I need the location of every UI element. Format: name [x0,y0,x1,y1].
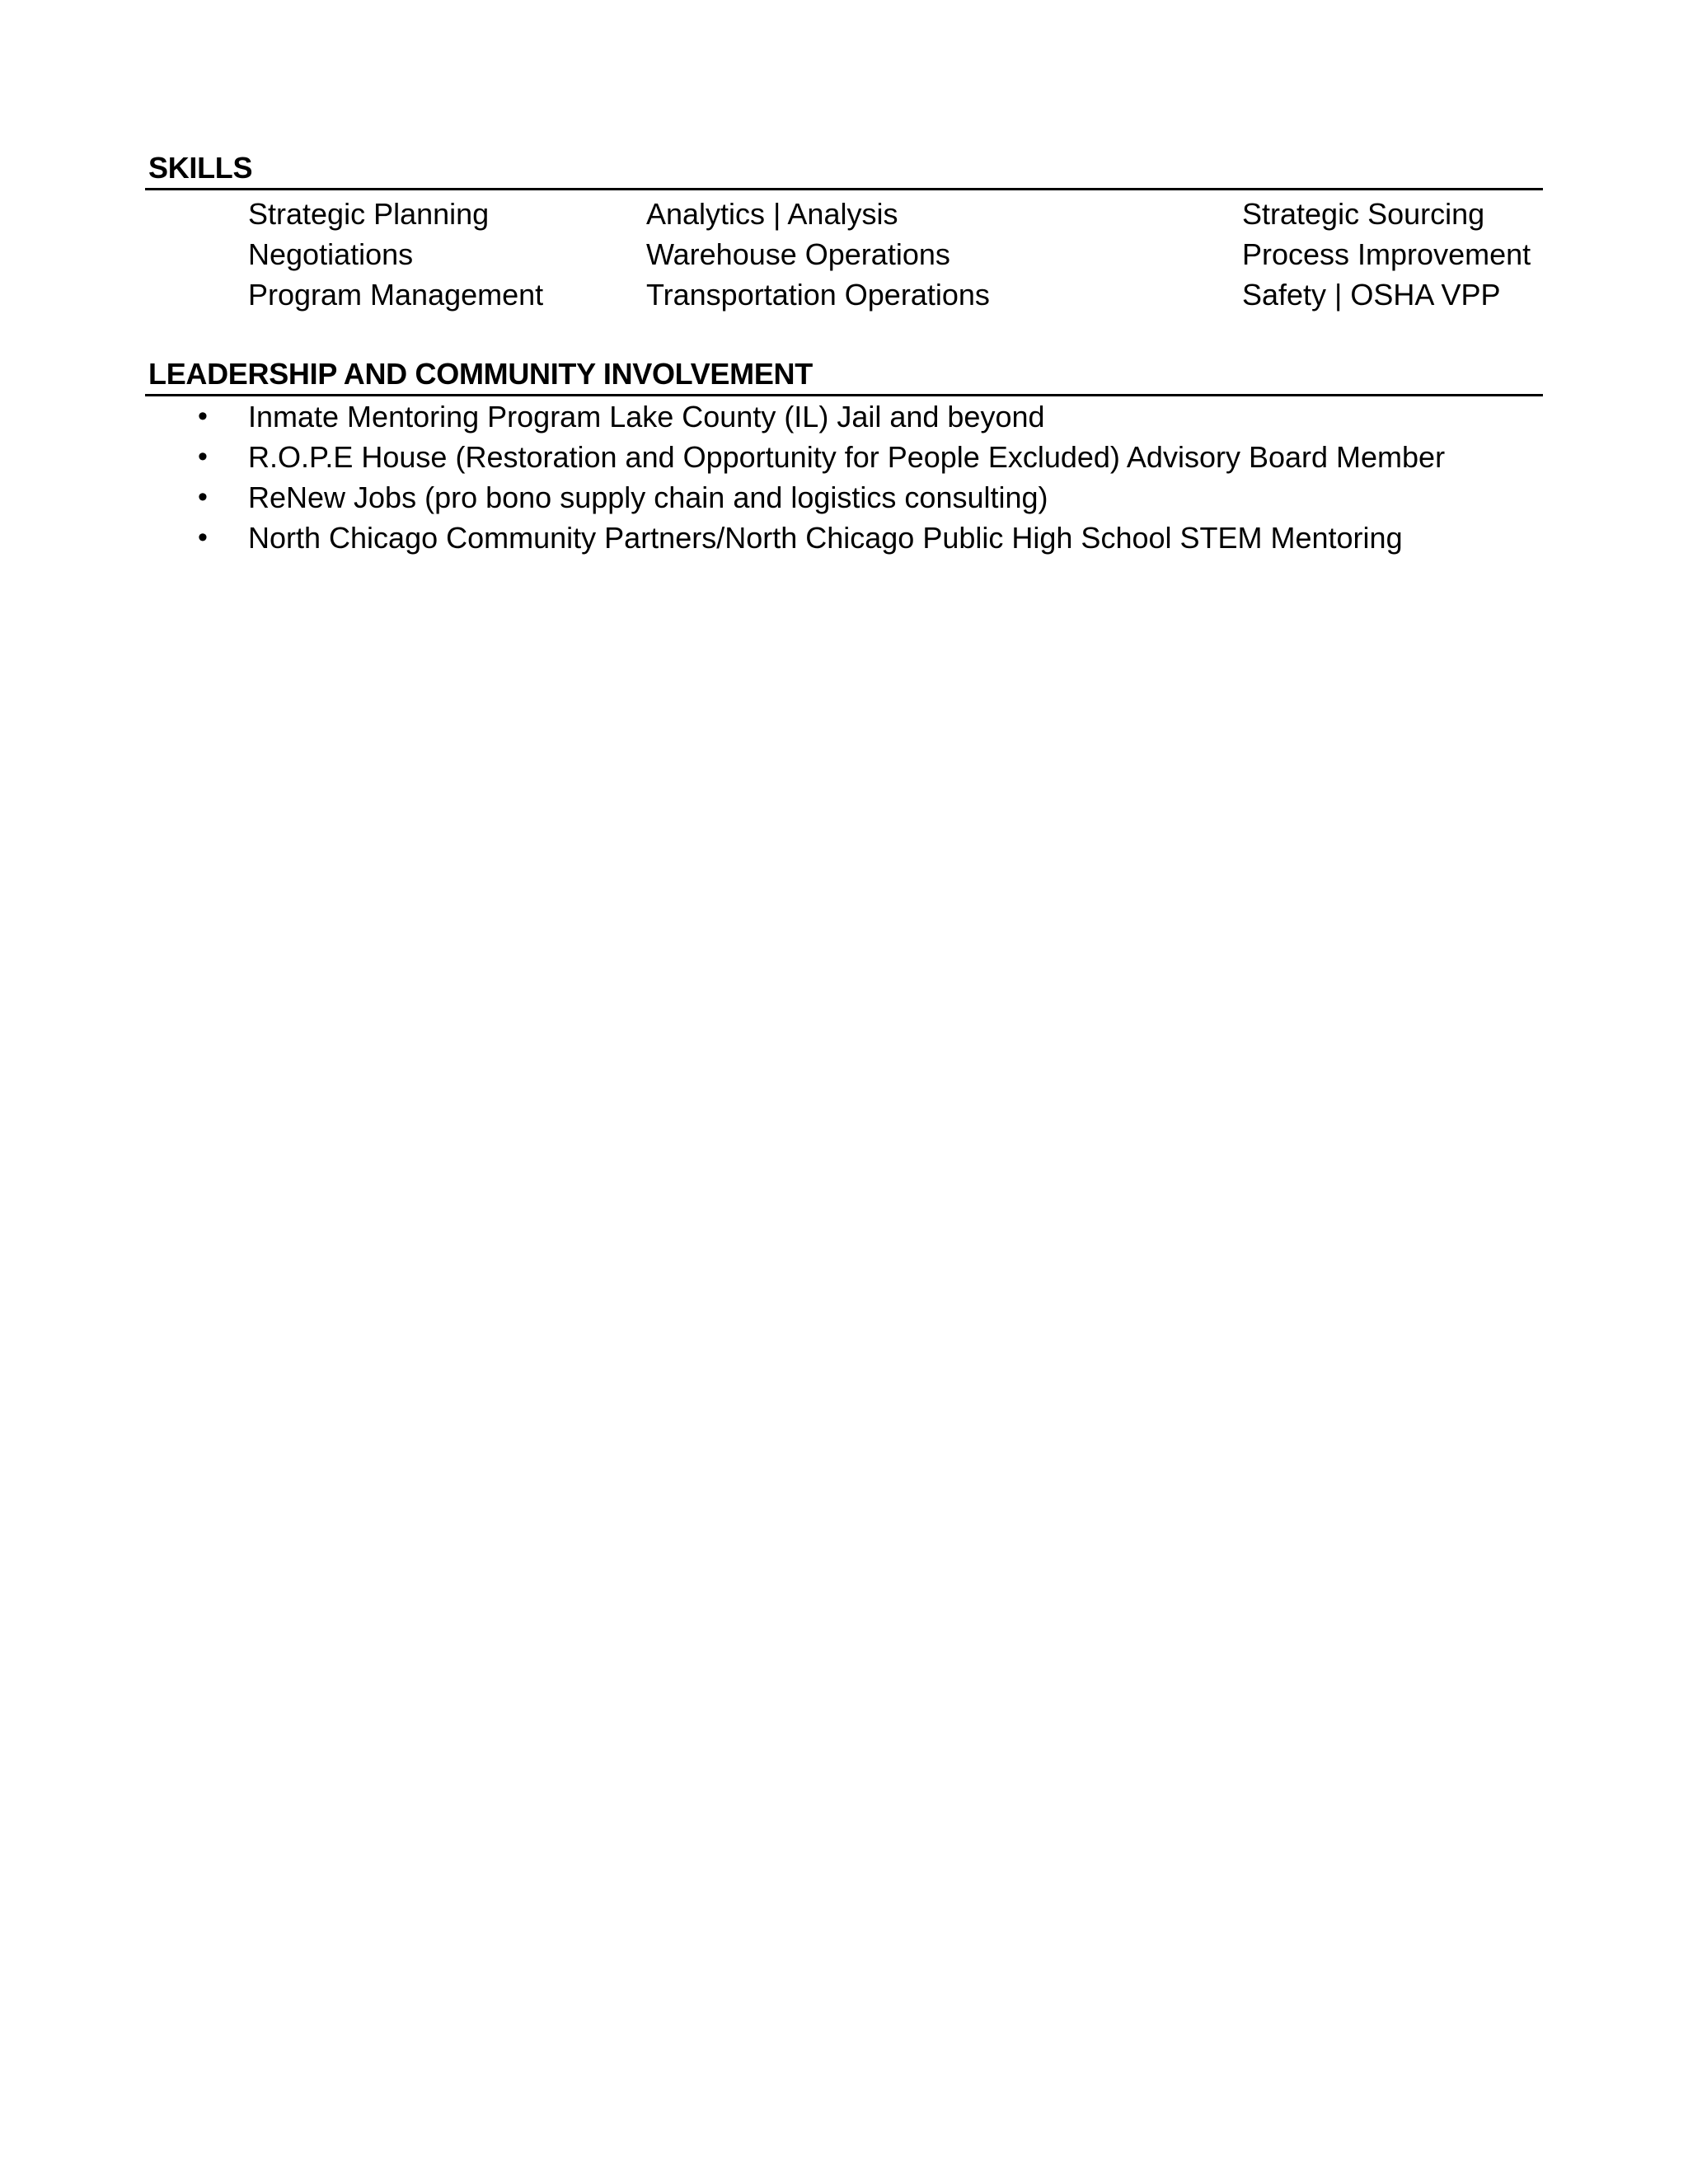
list-item [145,396,1543,437]
skill-item: Analytics | Analysis [646,197,898,231]
list-item-text: ReNew Jobs (pro bono supply chain and logistics consulting) [248,480,1048,514]
bullet-icon: • [198,481,208,513]
skills-column-1 [248,194,543,315]
skills-heading: SKILLS [148,151,253,185]
skills-section [145,152,1543,314]
skill-item: Strategic Planning [248,197,490,231]
list-item-text: North Chicago Community Partners/North Chicago Public High School STEM Mentoring [248,521,1403,555]
skills-column-2 [646,194,990,315]
list-item [145,437,1543,477]
list-item-text: Inmate Mentoring Program Lake County (IL) Jail and beyond [248,400,1045,434]
skill-item: Transportation Operations [646,278,990,312]
skill-item: Program Management [248,278,544,312]
skill-item: Safety | OSHA VPP [1242,278,1501,312]
skill-item: Warehouse Operations [646,237,950,271]
leadership-heading: LEADERSHIP AND COMMUNITY INVOLVEMENT [148,357,813,391]
bullet-icon: • [198,401,208,432]
list-item [145,518,1543,558]
skill-item: Negotiations [248,237,414,271]
bullet-icon: • [198,441,208,472]
leadership-list [145,396,1543,558]
skills-grid [145,190,1543,314]
bullet-icon: • [198,522,208,553]
skill-item: Strategic Sourcing [1242,197,1485,231]
list-item [145,477,1543,518]
list-item-text: R.O.P.E House (Restoration and Opportunity for People Excluded) Advisory Board Member [248,440,1446,474]
leadership-section [145,358,1543,558]
skill-item: Process Improvement [1242,237,1531,271]
skills-column-3 [1242,194,1531,315]
